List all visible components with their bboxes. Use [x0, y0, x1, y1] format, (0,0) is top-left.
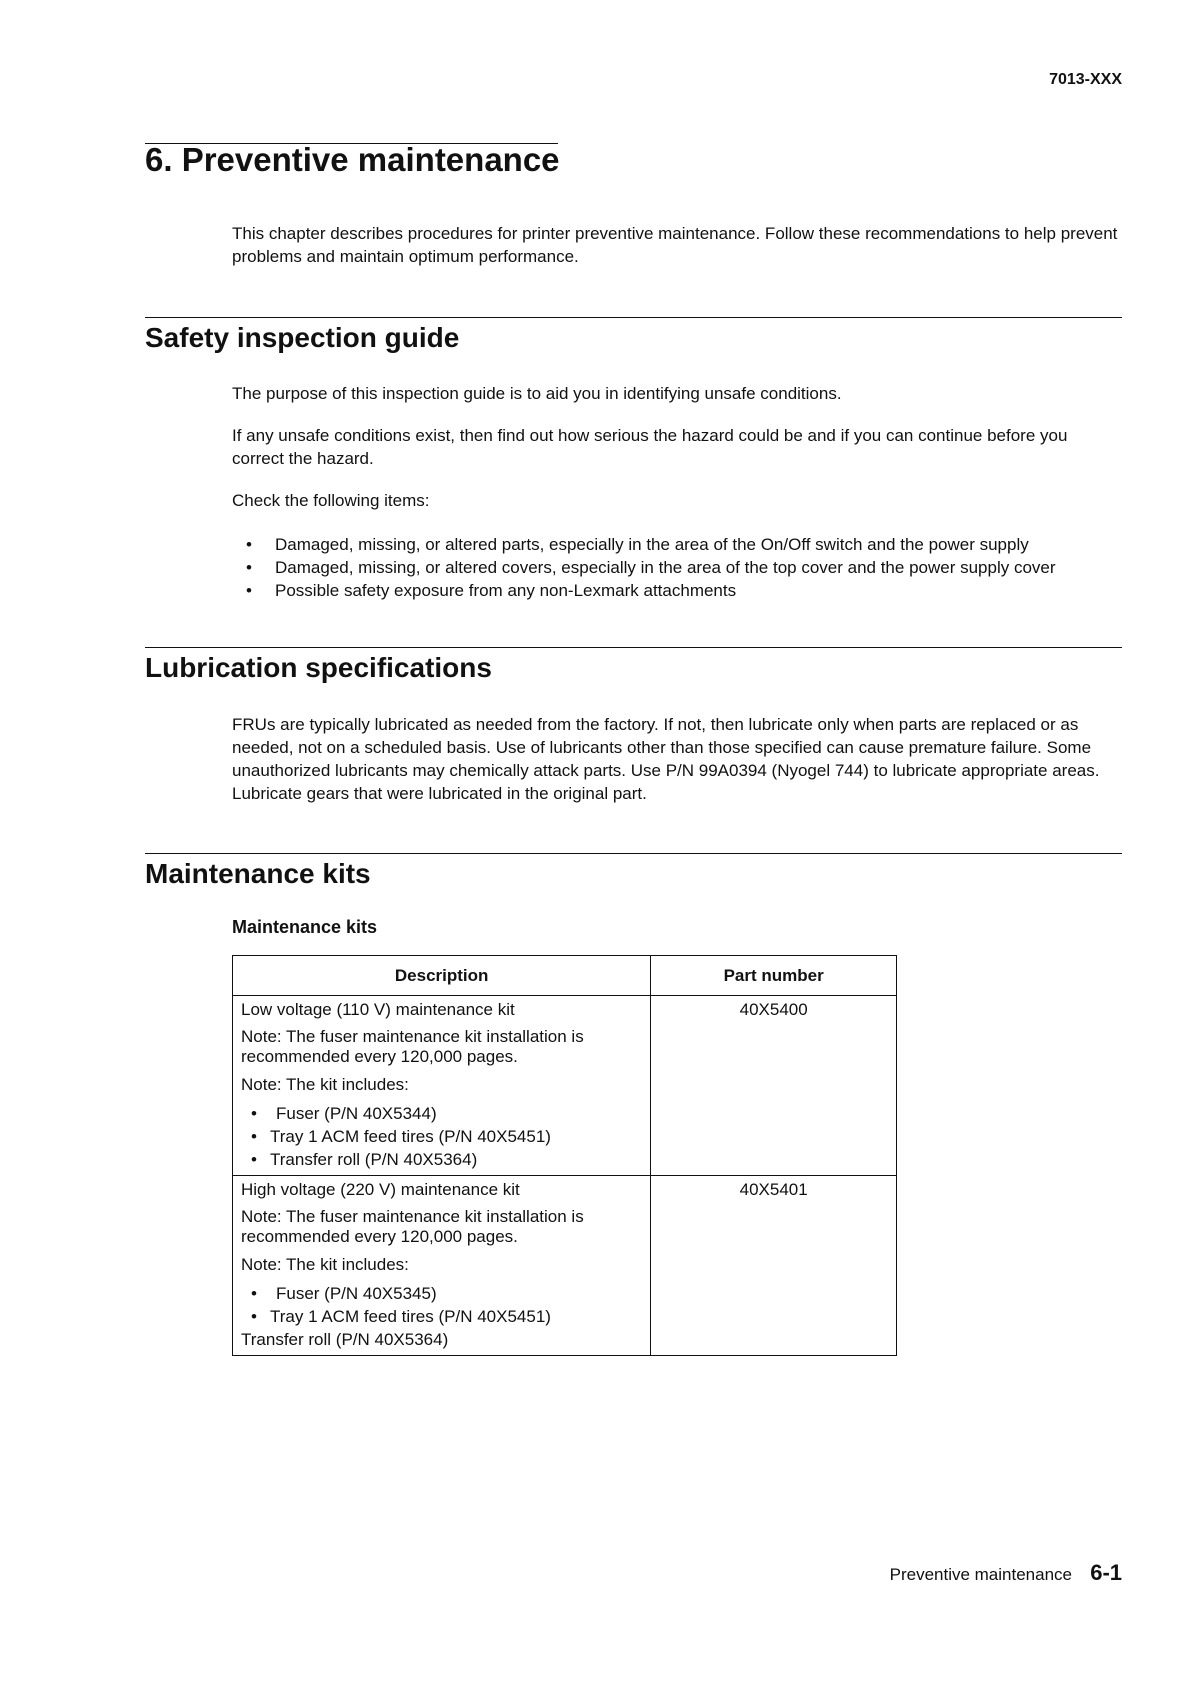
section-rule-safety [145, 317, 1122, 318]
bullet-icon: • [246, 535, 252, 554]
section-title-safety: Safety inspection guide [145, 322, 460, 353]
list-item: • Fuser (P/N 40X5345) [251, 1284, 437, 1303]
list-item: • Tray 1 ACM feed tires (P/N 40X5451) [251, 1127, 551, 1146]
footer-page-number: 6-1 [1090, 1560, 1122, 1585]
bullet-icon: • [251, 1307, 257, 1326]
safety-purpose: The purpose of this inspection guide is to aid you in identifying unsafe conditions. [232, 384, 842, 403]
kit-description-cell [233, 1176, 651, 1356]
footer-section-name: Preventive maintenance [889, 1565, 1072, 1584]
safety-hazard-note: If any unsafe conditions exist, then find out how serious the hazard could be and if you can continue before you correct the hazard. [232, 426, 1068, 468]
kit-name: High voltage (220 V) maintenance kit [241, 1180, 520, 1199]
table-row [233, 996, 897, 1176]
kit-description-cell [233, 996, 651, 1176]
bullet-icon: • [251, 1127, 257, 1146]
section-title-kits: Maintenance kits [145, 858, 371, 889]
chapter-title: 6. Preventive maintenance [145, 141, 560, 178]
column-header-description: Description [233, 956, 651, 996]
kit-install-note: Note: The fuser maintenance kit installation is recommended every 120,000 pages. [241, 1027, 584, 1066]
table-header-row [233, 956, 897, 996]
kit-part-number: 40X5401 [651, 1176, 897, 1356]
kit-includes-note: Note: The kit includes: [241, 1255, 409, 1274]
table-caption: Maintenance kits [232, 917, 378, 937]
bullet-icon: • [246, 558, 252, 577]
table-row [233, 1176, 897, 1356]
list-item: • Damaged, missing, or altered covers, especially in the area of the top cover and the power supply cover [246, 558, 1056, 577]
kit-contents-list [241, 1282, 642, 1328]
kit-includes-note: Note: The kit includes: [241, 1075, 409, 1094]
kit-contents-list [241, 1102, 642, 1171]
section-rule-lubrication [145, 647, 1122, 648]
bullet-icon: • [251, 1150, 257, 1169]
safety-check-intro: Check the following items: [232, 491, 430, 510]
kit-contents-tail: Transfer roll (P/N 40X5364) [241, 1330, 449, 1349]
list-item: • Damaged, missing, or altered parts, especially in the area of the On/Off switch and the power supply [246, 535, 1029, 554]
bullet-icon: • [246, 581, 252, 600]
safety-check-list [232, 533, 1122, 602]
kit-name: Low voltage (110 V) maintenance kit [241, 1000, 515, 1019]
list-item: • Transfer roll (P/N 40X5364) [251, 1150, 478, 1169]
list-item: • Possible safety exposure from any non-Lexmark attachments [246, 581, 737, 600]
kit-install-note: Note: The fuser maintenance kit installation is recommended every 120,000 pages. [241, 1207, 584, 1246]
document-code: 7013-XXX [1049, 71, 1122, 88]
bullet-icon: • [251, 1104, 257, 1123]
chapter-intro: This chapter describes procedures for printer preventive maintenance. Follow these recommendations to help prevent problems and maintain optimum performance. [232, 224, 1118, 266]
lubrication-text: FRUs are typically lubricated as needed from the factory. If not, then lubricate only when parts are replaced or as needed, not on a scheduled basis. Use of lubricants other than those specified can cause premature failure. Some unauthorized lubricants may chemically attack parts. Use P/N 99A0394 (Nyogel 744) to lubricate appropriate areas. Lubricate gears that were lubricated in the original part. [232, 715, 1100, 803]
section-title-lubrication: Lubrication specifications [145, 652, 492, 683]
kit-part-number: 40X5400 [651, 996, 897, 1176]
list-item: • Fuser (P/N 40X5344) [251, 1104, 437, 1123]
section-rule-kits [145, 853, 1122, 854]
column-header-part-number: Part number [651, 956, 897, 996]
bullet-icon: • [251, 1284, 257, 1303]
list-item: • Tray 1 ACM feed tires (P/N 40X5451) [251, 1307, 551, 1326]
maintenance-kits-table [232, 955, 897, 1356]
